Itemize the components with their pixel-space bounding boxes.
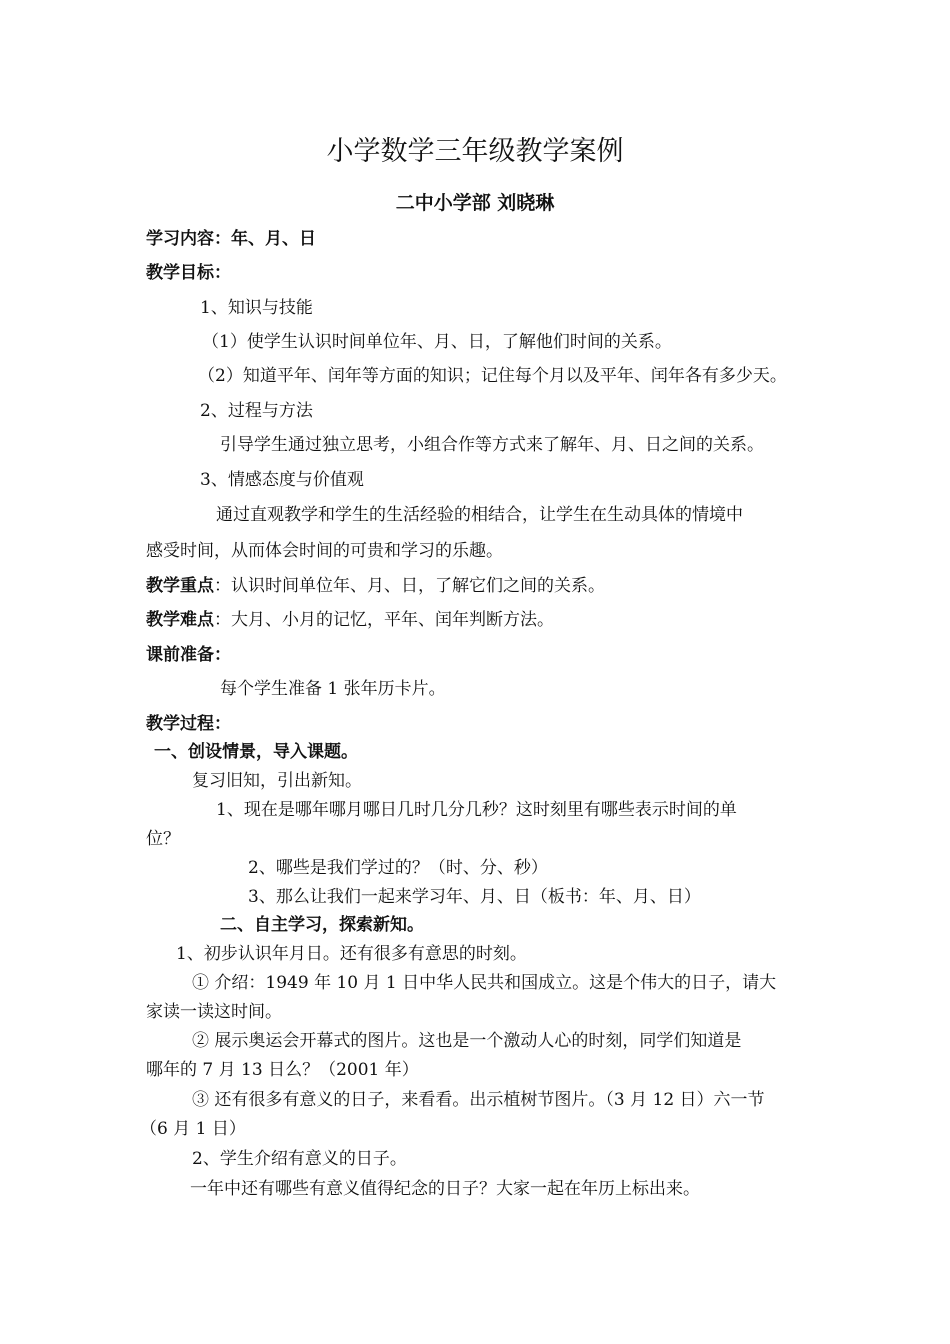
document-title: 小学数学三年级教学案例 — [326, 136, 624, 167]
section-1-q2: 2、哪些是我们学过的？（时、分、秒） — [248, 858, 548, 878]
content-line — [146, 228, 316, 250]
section-2-item-1b-line1: ② 展示奥运会开幕式的图片。这也是一个激动人心的时刻，同学们知道是 — [192, 1031, 742, 1051]
section-2-item-1b-line2: 哪年的 7 月 13 日么？（2001 年） — [146, 1060, 419, 1080]
author-line: 二中小学部 刘晓琳 — [395, 192, 555, 214]
section-2-item-1a-line2: 家读一读这时间。 — [146, 1002, 282, 1022]
goal-2: 2、过程与方法 — [200, 401, 313, 421]
section-1-q1-line1: 1、现在是哪年哪月哪日几时几分几秒？这时刻里有哪些表示时间的单 — [216, 800, 737, 820]
prep-heading: 课前准备： — [146, 645, 231, 665]
goal-1a: （1）使学生认识时间单位年、月、日，了解他们时间的关系。 — [202, 332, 672, 352]
section-2-item-2a: 一年中还有哪些有意义值得纪念的日子？大家一起在年历上标出来。 — [190, 1179, 700, 1199]
goal-2a: 引导学生通过独立思考，小组合作等方式来了解年、月、日之间的关系。 — [220, 435, 764, 455]
difficulty-label: 教学难点 — [146, 610, 214, 630]
goal-3: 3、情感态度与价值观 — [200, 470, 364, 490]
key-point-label: 教学重点 — [146, 576, 214, 596]
goals-heading: 教学目标： — [146, 263, 231, 283]
section-2-item-2: 2、学生介绍有意义的日子。 — [192, 1149, 407, 1169]
content-value: 年、月、日 — [231, 229, 316, 249]
section-1-heading: 一、创设情景，导入课题。 — [154, 742, 358, 762]
section-2-item-1c-line2: （6 月 1 日） — [140, 1119, 246, 1139]
section-1-intro: 复习旧知，引出新知。 — [192, 771, 362, 791]
section-2-heading: 二、自主学习，探索新知。 — [220, 915, 424, 935]
goal-1b: （2）知道平年、闰年等方面的知识；记住每个月以及平年、闰年各有多少天。 — [198, 366, 787, 386]
prep-text: 每个学生准备 1 张年历卡片。 — [220, 679, 446, 699]
goal-3a-line2: 感受时间，从而体会时间的可贵和学习的乐趣。 — [146, 541, 503, 561]
key-point-value: ：认识时间单位年、月、日，了解它们之间的关系。 — [214, 576, 605, 596]
difficulty-line — [146, 609, 554, 631]
goal-1: 1、知识与技能 — [200, 298, 313, 318]
difficulty-value: ：大月、小月的记忆，平年、闰年判断方法。 — [214, 610, 554, 630]
section-2-item-1c-line1: ③ 还有很多有意义的日子，来看看。出示植树节图片。（3 月 12 日）六一节 — [192, 1090, 765, 1110]
content-label: 学习内容： — [146, 229, 231, 249]
section-1-q3: 3、那么让我们一起来学习年、月、日（板书：年、月、日） — [248, 887, 701, 907]
section-2-item-1: 1、初步认识年月日。还有很多有意思的时刻。 — [176, 944, 527, 964]
section-1-q1-line2: 位？ — [146, 829, 180, 849]
key-point-line — [146, 575, 605, 597]
process-heading: 教学过程： — [146, 714, 231, 734]
goal-3a-line1: 通过直观教学和学生的生活经验的相结合，让学生在生动具体的情境中 — [216, 505, 743, 525]
section-2-item-1a-line1: ① 介绍：1949 年 10 月 1 日中华人民共和国成立。这是个伟大的日子，请大 — [192, 973, 777, 993]
